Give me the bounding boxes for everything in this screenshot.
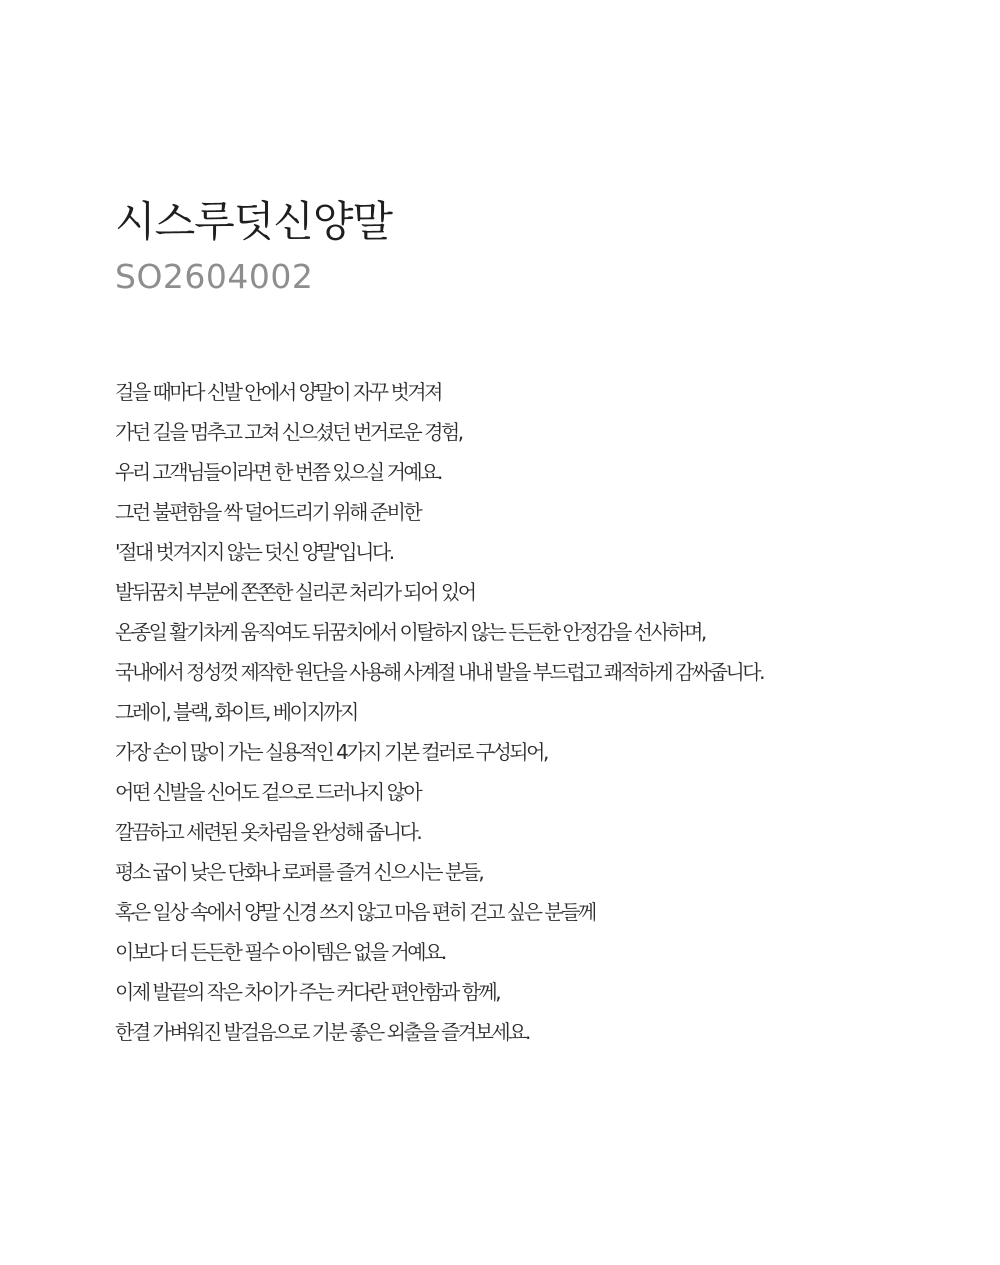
description-line: 가던 길을 멈추고 고쳐 신으셨던 번거로운 경험, (115, 420, 462, 444)
description-line: 그런 불편함을 싹 덜어드리기 위해 준비한 (115, 500, 421, 524)
description-line: 우리 고객님들이라면 한 번쯤 있으실 거예요. (115, 460, 441, 484)
description-line: 혹은 일상 속에서 양말 신경 쓰지 않고 마음 편히 걷고 싶은 분들께 (115, 900, 595, 924)
product-header (115, 190, 975, 300)
description-line: '절대 벗겨지지 않는 덧신 양말'입니다. (115, 540, 393, 564)
product-description (115, 372, 995, 1052)
description-line: 그레이, 블랙, 화이트, 베이지까지 (115, 700, 357, 724)
description-line: 국내에서 정성껏 제작한 원단을 사용해 사계절 내내 발을 부드럽고 쾌적하게 감싸줍니다. (115, 660, 763, 684)
product-title: 시스루덧신양말 (115, 197, 393, 246)
description-line: 걸을 때마다 신발 안에서 양말이 자꾸 벗겨져 (115, 380, 441, 404)
description-line: 깔끔하고 세련된 옷차림을 완성해 줍니다. (115, 820, 421, 844)
description-line: 가장 손이 많이 가는 실용적인 4가지 기본 컬러로 구성되어, (115, 740, 547, 764)
description-line: 이제 발끝의 작은 차이가 주는 커다란 편안함과 함께, (115, 980, 500, 1004)
product-code: SO2604002 (115, 257, 314, 296)
description-line: 어떤 신발을 신어도 겉으로 드러나지 않아 (115, 780, 421, 804)
description-line: 온종일 활기차게 움직여도 뒤꿈치에서 이탈하지 않는 든든한 안정감을 선사하며, (115, 620, 705, 644)
description-line: 발뒤꿈치 부분에 쫀쫀한 실리콘 처리가 되어 있어 (115, 580, 475, 604)
description-line: 한결 가벼워진 발걸음으로 기분 좋은 외출을 즐겨보세요. (115, 1020, 529, 1044)
description-line: 이보다 더 든든한 필수 아이템은 없을 거예요. (115, 940, 445, 964)
description-line: 평소 굽이 낮은 단화나 로퍼를 즐겨 신으시는 분들, (115, 860, 483, 884)
